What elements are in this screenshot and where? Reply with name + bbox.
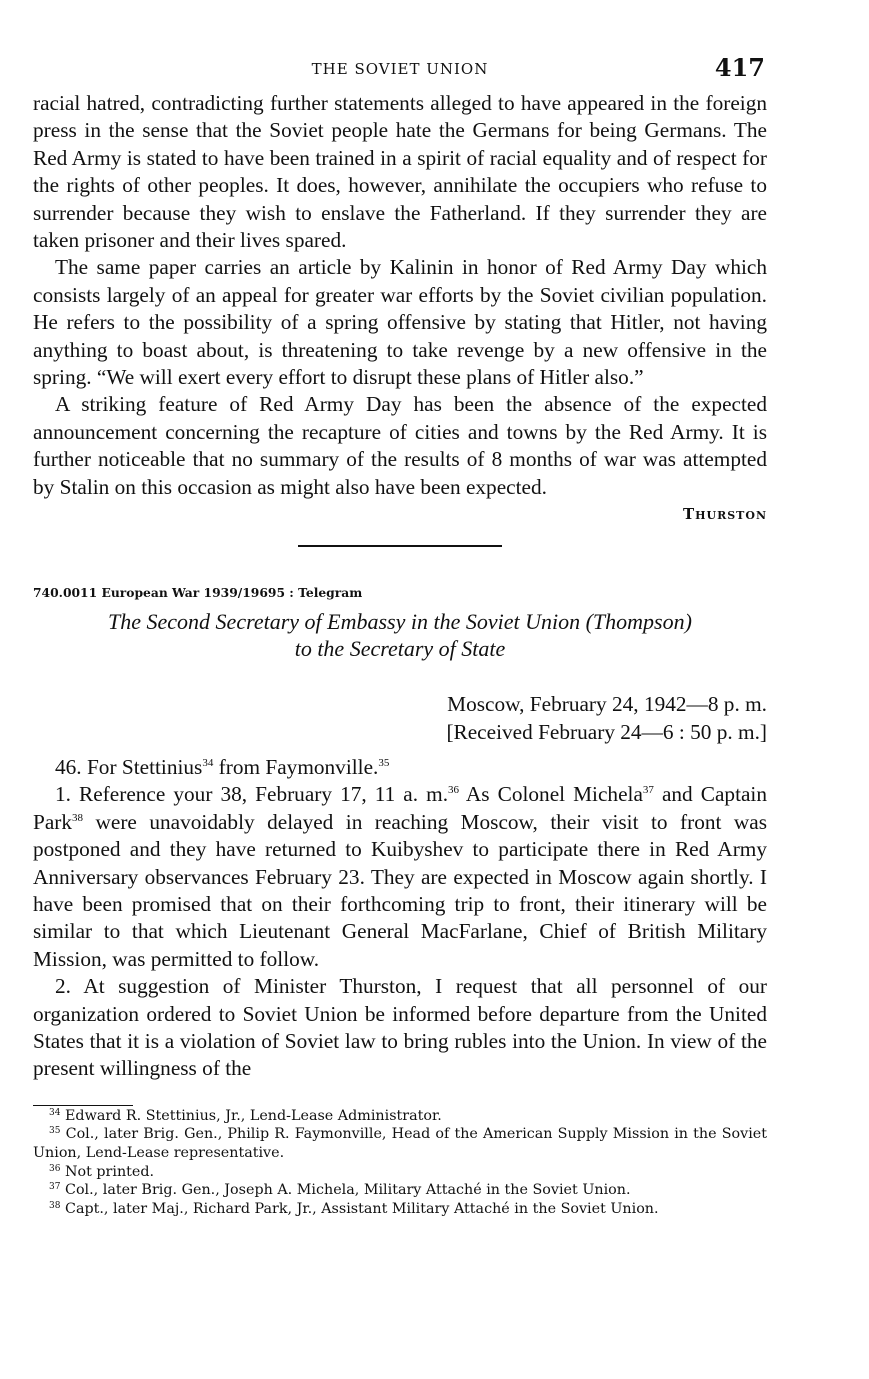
footnote-ref[interactable]: 34 [202, 756, 214, 769]
text-run: 46. For Stettinius [55, 754, 203, 779]
paragraph: 2. At suggestion of Minister Thurston, I request that all personnel of our organization ordered to Soviet Union be informed before departure from the United States that it is a violation of Soviet law to bring rubles into the Union. In view of the present willingness of the [33, 974, 767, 1081]
text-run: from Faymonville. [213, 754, 379, 779]
document-title-line: to the Secretary of State [294, 636, 506, 662]
footnote-text: Capt., later Maj., Richard Park, Jr., Assistant Military Attaché in the Soviet Union. [65, 1200, 659, 1217]
section-divider [298, 545, 502, 547]
footnote-ref[interactable]: 35 [378, 756, 390, 769]
footnote [33, 1107, 767, 1126]
footnote-number: 38 [49, 1200, 61, 1211]
document-title [33, 608, 767, 662]
signature: Thurston [682, 505, 767, 524]
text-run: and Captain Park [33, 782, 768, 834]
text-run: As Colonel Michela [459, 782, 643, 807]
page-number: 417 [714, 53, 765, 82]
footnote-ref[interactable]: 38 [72, 811, 84, 824]
footnote-text: Not printed. [65, 1163, 155, 1180]
footnote [33, 1200, 767, 1219]
text-run: 1. Reference your 38, February 17, 11 a. m. [55, 782, 449, 807]
dateline-place: Moscow, February 24, 1942—8 p. m. [447, 692, 767, 717]
running-title: THE SOVIET UNION [311, 60, 489, 78]
footnotes [33, 1107, 767, 1219]
footnote-number: 35 [49, 1126, 61, 1137]
telegram-body [33, 754, 767, 1083]
footnote-text: Col., later Brig. Gen., Philip R. Faymonville, Head of the American Supply Mission in the Soviet Union, Lend-Lease representative. [33, 1126, 767, 1161]
footnote [33, 1125, 767, 1162]
paragraph [33, 754, 767, 781]
footnote [33, 1163, 767, 1182]
footnote-divider [33, 1105, 133, 1106]
paragraph [33, 781, 767, 973]
file-reference: 740.0011 European War 1939/19695 : Telegram [33, 585, 363, 601]
footnote-text: Col., later Brig. Gen., Joseph A. Michela, Military Attaché in the Soviet Union. [65, 1182, 631, 1199]
footnote-number: 34 [49, 1107, 61, 1118]
footnote-ref[interactable]: 37 [642, 784, 654, 797]
footnote-ref[interactable]: 36 [448, 784, 460, 797]
paragraph: A striking feature of Red Army Day has been the absence of the expected announcement concerning the recapture of cities and towns by the Red Army. It is further noticeable that no summary of the results of 8 months of war was attempted by Stalin on this occasion as might also have been expected. [33, 392, 767, 499]
document-title-line: The Second Secretary of Embassy in the Soviet Union (Thompson) [108, 609, 692, 635]
paragraph: The same paper carries an article by Kalinin in honor of Red Army Day which consists largely of an appeal for greater war efforts by the Soviet civilian population. He refers to the possibility of a spring offensive by stating that Hitler, not having anything to boast about, is threatening to take revenge by a new offensive in the spring. “We will exert every effort to disrupt these plans of Hitler also.” [33, 255, 767, 390]
page-header [33, 50, 767, 90]
dateline-received: [Received February 24—6 : 50 p. m.] [446, 719, 767, 744]
dateline [33, 691, 767, 746]
report-continuation [33, 90, 767, 501]
document-page [33, 50, 767, 1218]
paragraph: racial hatred, contradicting further statements alleged to have appeared in the foreign press in the sense that the Soviet people hate the Germans for being Germans. The Red Army is stated to have been trained in a spirit of racial equality and of respect for the rights of other peoples. It does, however, annihilate the occupiers who refuse to surrender because they wish to enslave the Fatherland. If they surrender they are taken prisoner and their lives spared. [33, 91, 767, 253]
footnote-number: 37 [49, 1182, 61, 1193]
footnote-text: Edward R. Stettinius, Jr., Lend-Lease Administrator. [65, 1107, 442, 1124]
footnote [33, 1181, 767, 1200]
footnote-number: 36 [49, 1163, 61, 1174]
text-run: were unavoidably delayed in reaching Moscow, their visit to front was postponed and they have returned to Kuibyshev to participate there in Red Army Anniversary observances February 23. They are expected in Moscow again shortly. I have been promised that on their forthcoming trip to front, their itinerary will be similar to that which Lieutenant General MacFarlane, Chief of British Military Mission, was permitted to follow. [33, 809, 767, 971]
